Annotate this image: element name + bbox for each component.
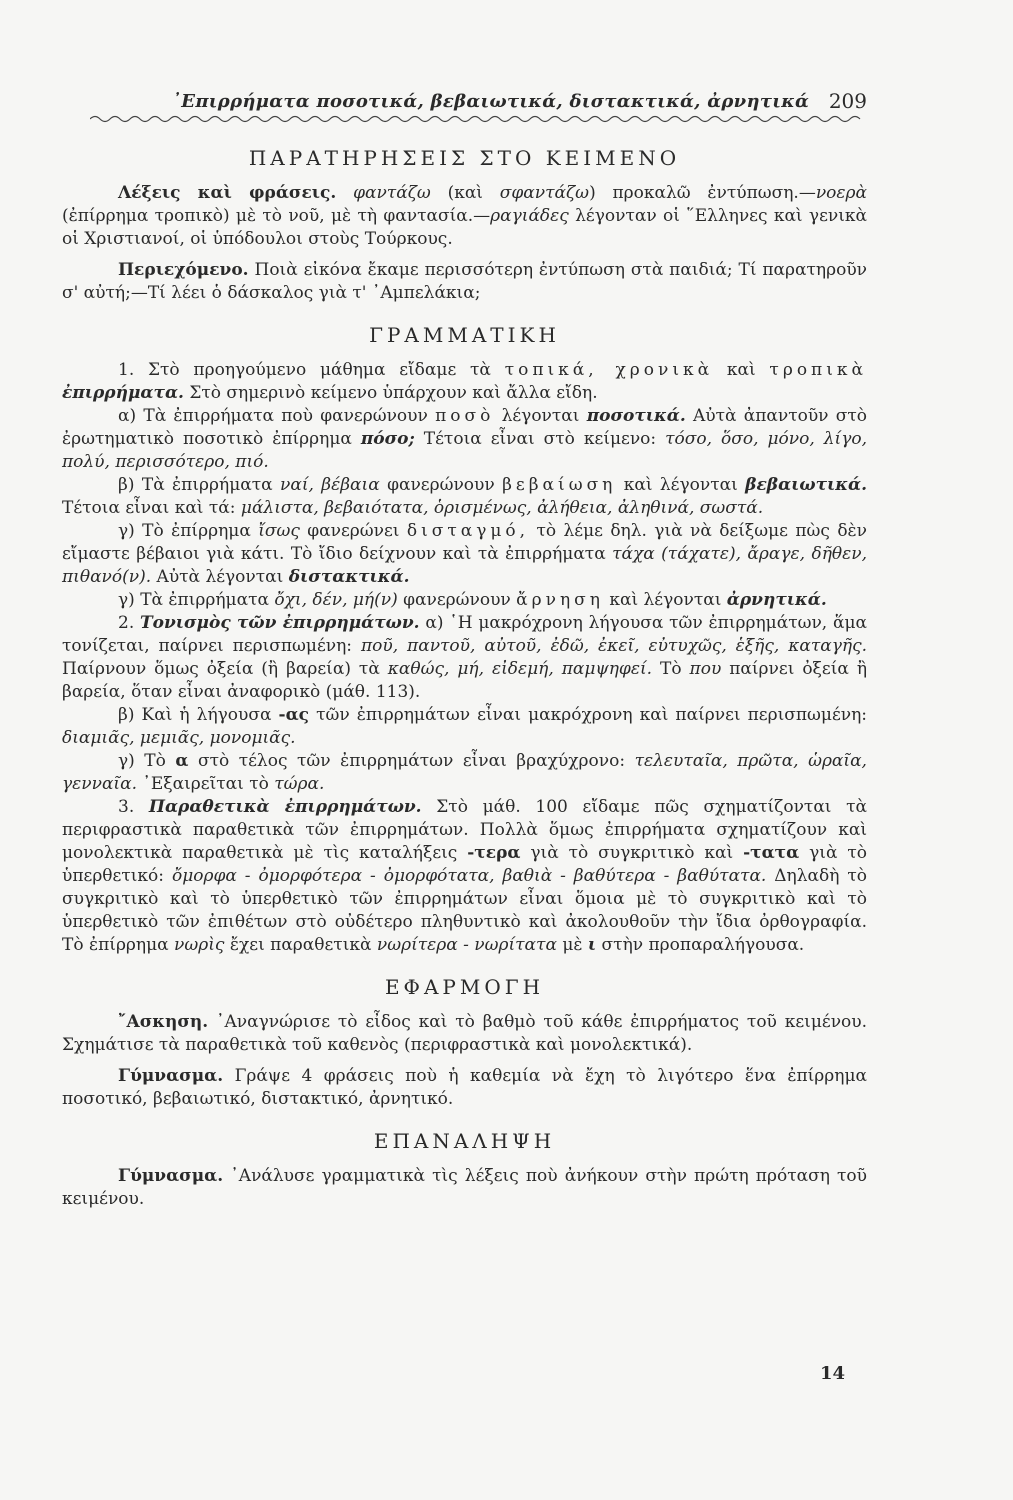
- heading-revision: ΕΠΑΝΑΛΗΨΗ: [373, 1129, 556, 1153]
- term-spaced: ἄρνηση: [516, 590, 604, 610]
- term-bold: Τονισμὸς τῶν ἐπιρρημάτων.: [140, 613, 420, 633]
- text-run: λέγονται: [494, 406, 587, 426]
- paragraph-grammar-2b: [62, 704, 867, 750]
- text-run: Τέτοια εἶναι στὸ κείμενο:: [414, 429, 666, 449]
- text-run: Στὸ σημερινὸ κείμενο ὑπάρχουν καὶ ἄλλα εἴδη.: [183, 383, 598, 403]
- text-run: 2.: [118, 613, 141, 633]
- text-run: Τέτοια εἶναι καὶ τά:: [62, 498, 241, 518]
- paragraph-content: [62, 259, 867, 305]
- label-drill: Γύμνασμα.: [118, 1166, 224, 1186]
- text-run: μὲ: [556, 935, 588, 955]
- text-run: καὶ λέγονται: [603, 590, 727, 610]
- examples: τόσο, ὅσο, μόνο, λίγο, πολύ, περισσότερο, πιό.: [62, 429, 867, 472]
- text-run: ᾿Ανάλυσε γραμματικὰ τὶς λέξεις ποὺ ἀνήκουν στὴν πρώτη πρόταση τοῦ κειμένου.: [62, 1166, 867, 1209]
- paragraph-grammar-b: [62, 474, 867, 520]
- examples: μάλιστα, βεβαιότατα, ὁρισμένως, ἀλήθεια, ἀληθινά, σωστά.: [240, 498, 764, 518]
- examples: ὄχι, δέν, μή(ν): [274, 590, 398, 610]
- text-run: φανερώνουν: [379, 475, 503, 495]
- text-run: (καὶ: [430, 183, 500, 203]
- label-content: Περιεχόμενο.: [118, 260, 249, 280]
- term-spaced: δισταγμό,: [406, 521, 530, 541]
- text-run: Αὐτὰ ἀπαντοῦν στὸ ἐρωτηματικὸ ποσοτικὸ ἐπίρρημα: [62, 406, 868, 449]
- text-run: φανερώνουν: [397, 590, 517, 610]
- examples: ναί, βέβαια: [280, 475, 380, 495]
- paragraph-grammar-1: [62, 359, 867, 405]
- text-run: α) ῾Η μακρόχρονη λήγουσα τῶν ἐπιρρημάτων, ἅμα τονίζεται, παίρνει περισπωμένη:: [62, 613, 868, 656]
- text-run: Ποιὰ εἰκόνα ἔκαμε περισσότερη ἐντύπωση στὰ παιδιά; Τί παρατηροῦν σ' αὐτή;—Τί λέει ὁ δάσκαλος γιὰ τ' ᾿Αμπελάκια;: [62, 260, 867, 303]
- text-run: γ) Τὰ ἐπιρρήματα: [118, 590, 275, 610]
- text-run: ᾿Εξαιρεῖται τὸ: [136, 774, 275, 794]
- term-bold: α: [175, 751, 189, 771]
- text-run: Γράψε 4 φράσεις ποὺ ἡ καθεμία νὰ ἔχη τὸ λιγότερο ἕνα ἐπίρρημα ποσοτικό, βεβαιωτικό, διστακτικό, ἀρνητικό.: [62, 1066, 867, 1109]
- text-run: παίρνει ὀξεία ἢ βαρεία, ὅταν εἶναι ἀναφορικὸ (μάθ. 113).: [62, 659, 868, 702]
- term-bold: ἀρνητικά.: [726, 590, 827, 610]
- term-bold: -ας: [278, 705, 310, 725]
- signature-mark: 14: [819, 1363, 845, 1384]
- term-bold: διστακτικά.: [288, 567, 410, 587]
- examples: τάχα (τάχατε), ἄραγε, δῆθεν, πιθανό(ν).: [62, 544, 867, 587]
- text-run: λέγονταν οἱ ῞Ελληνες καὶ γενικὰ οἱ Χριστιανοί, οἱ ὑπόδουλοι στοὺς Τούρκους.: [62, 206, 867, 249]
- wavy-rule: [90, 114, 865, 124]
- examples: καθώς, μή, εἰδεμή, παμψηφεί.: [387, 659, 653, 679]
- term-sfantazo: σφαντάζω: [499, 183, 590, 203]
- text-run: ᾿Αναγνώρισε τὸ εἶδος καὶ τὸ βαθμὸ τοῦ κάθε ἐπιρρήματος τοῦ κειμένου. Σχημάτισε τὰ παραθετικὰ τοῦ καθενὸς (περιφραστικὰ καὶ μονολεκτικά).: [62, 1012, 867, 1055]
- examples: διαμιᾶς, μεμιᾶς, μονομιᾶς.: [62, 728, 296, 748]
- text-run: Δηλαδὴ τὸ συγκριτικὸ καὶ τὸ ὑπερθετικὸ τῶν ἐπιρρημάτων εἶναι ὅμοια μὲ τὸ συγκριτικὸ καὶ τὸ ὑπερθετικὸ τῶν ἐπιθέτων στὸ οὐδέτερο πληθυντικὸ καὶ ἀκολουθοῦν τὴν ἴδια ὀρθογραφία. Τὸ ἐπίρρημα: [62, 866, 867, 955]
- text-run: β) Τὰ ἐπιρρήματα: [118, 475, 280, 495]
- paragraph-grammar-3: [62, 796, 867, 957]
- paragraph-grammar-a: [62, 405, 867, 474]
- text-run: Παίρνουν ὅμως ὀξεία (ἢ βαρεία) τὰ: [62, 659, 388, 679]
- text-run: (ἐπίρρημα τροπικὸ) μὲ τὸ νοῦ, μὲ τὴ φαντασία.—: [62, 206, 491, 226]
- term-noera: νοερὰ: [815, 183, 868, 203]
- term-bold: Παραθετικὰ ἐπιρρημάτων.: [148, 797, 422, 817]
- paragraph-grammar-c: [62, 520, 867, 589]
- text-run: καὶ: [713, 360, 770, 380]
- text-run: α) Τὰ ἐπιρρήματα ποὺ φανερώνουν: [118, 406, 436, 426]
- text-run: 1. Στὸ προηγούμενο μάθημα εἴδαμε τὰ: [118, 360, 505, 380]
- text-run: φανερώνει: [299, 521, 407, 541]
- label-words-phrases: Λέξεις καὶ φράσεις.: [118, 183, 337, 203]
- term-bold: ι: [587, 935, 597, 955]
- text-run: γ) Τὸ ἐπίρρημα: [118, 521, 259, 541]
- text-run: Στὸ μάθ. 100 εἴδαμε πῶς σχηματίζονται τὰ περιφραστικὰ παραθετικὰ τῶν ἐπιρρημάτων. Πολλὰ ὅμως ἐπιρρήματα σχηματίζουν καὶ μονολεκτικὰ παραθετικὰ μὲ τὶς καταλήξεις: [62, 797, 868, 863]
- paragraph-words-phrases: [62, 182, 867, 251]
- running-head-title: ᾿Επιρρήματα ποσοτικά, βεβαιωτικά, διστακτικά, ἀρνητικά: [172, 91, 810, 112]
- heading-grammar: ΓΡΑΜΜΑΤΙΚΗ: [369, 323, 560, 347]
- label-exercise: ῎Ασκηση.: [118, 1012, 209, 1032]
- examples: ἴσως: [258, 521, 300, 541]
- text-run: 3.: [118, 797, 149, 817]
- text-run: Αὐτὰ λέγονται: [151, 567, 289, 587]
- examples: τελευταῖα, πρῶτα, ὡραῖα, γενναῖα.: [62, 751, 867, 794]
- examples: ὄμορφα - ὀμορφότερα - ὀμορφότατα, βαθιὰ - βαθύτερα - βαθύτατα.: [171, 866, 767, 886]
- examples: τώρα.: [274, 774, 325, 794]
- term-spaced: τροπικὰ: [769, 360, 867, 380]
- examples: νωρίτερα - νωρίτατα: [376, 935, 557, 955]
- examples: που: [689, 659, 722, 679]
- text-run: β) Καὶ ἡ λήγουσα: [118, 705, 279, 725]
- paragraph-exercise: [62, 1011, 867, 1057]
- paragraph-grammar-d: [62, 589, 867, 612]
- examples: ποῦ, παντοῦ, αὐτοῦ, ἐδῶ, ἐκεῖ, εὐτυχῶς, ἑξῆς, καταγῆς.: [360, 636, 868, 656]
- examples: νωρὶς: [174, 935, 225, 955]
- heading-application: ΕΦΑΡΜΟΓΗ: [384, 975, 545, 999]
- term-spaced: τοπικά, χρονικὰ: [504, 360, 714, 380]
- text-run: ἔχει παραθετικὰ: [224, 935, 377, 955]
- text-run: γ) Τὸ: [118, 751, 176, 771]
- text-run: τὸ λέμε δηλ. γιὰ νὰ δείξωμε πὼς δὲν εἴμαστε βέβαιοι γιὰ κάτι. Τὸ ἴδιο δείχνουν καὶ τὰ ἐπιρρήματα: [62, 521, 868, 564]
- heading-observations: ΠΑΡΑΤΗΡΗΣΕΙΣ ΣΤΟ ΚΕΙΜΕΝΟ: [248, 146, 681, 170]
- paragraph-revision-drill: [62, 1165, 867, 1211]
- text-run: στὸ τέλος τῶν ἐπιρρημάτων εἶναι βραχύχρονο:: [188, 751, 635, 771]
- term-fantazo: φαντάζω: [353, 183, 431, 203]
- term-bold: βεβαιωτικά.: [745, 475, 867, 495]
- running-head: [62, 88, 867, 122]
- paragraph-grammar-2c: [62, 750, 867, 796]
- term-bold: ποσοτικά.: [586, 406, 686, 426]
- text-run: στὴν προπαραλήγουσα.: [596, 935, 805, 955]
- term-bold: ἐπιρρήματα.: [62, 383, 184, 403]
- page: [62, 88, 867, 1211]
- page-number: 209: [828, 89, 867, 113]
- text-run: Τὸ: [652, 659, 690, 679]
- text-run: τῶν ἐπιρρημάτων εἶναι μακρόχρονη καὶ παίρνει περισπωμένη:: [309, 705, 867, 725]
- term-bold: -τατα: [743, 843, 800, 863]
- text-run: γιὰ τὸ συγκριτικὸ καὶ: [520, 843, 744, 863]
- paragraph-grammar-2: [62, 612, 867, 704]
- text-run: ) προκαλῶ ἐντύπωση.—: [589, 183, 816, 203]
- paragraph-drill: [62, 1065, 867, 1111]
- term-ragiades: ραγιάδες: [490, 206, 569, 226]
- term-spaced: βεβαίωση: [502, 475, 617, 495]
- term-spaced: ποσὸ: [435, 406, 495, 426]
- term-bold: πόσο;: [360, 429, 415, 449]
- label-drill: Γύμνασμα.: [118, 1066, 224, 1086]
- term-bold: -τερα: [467, 843, 521, 863]
- text-run: γιὰ τὸ ὑπερθετικό:: [62, 843, 867, 886]
- text-run: καὶ λέγονται: [616, 475, 746, 495]
